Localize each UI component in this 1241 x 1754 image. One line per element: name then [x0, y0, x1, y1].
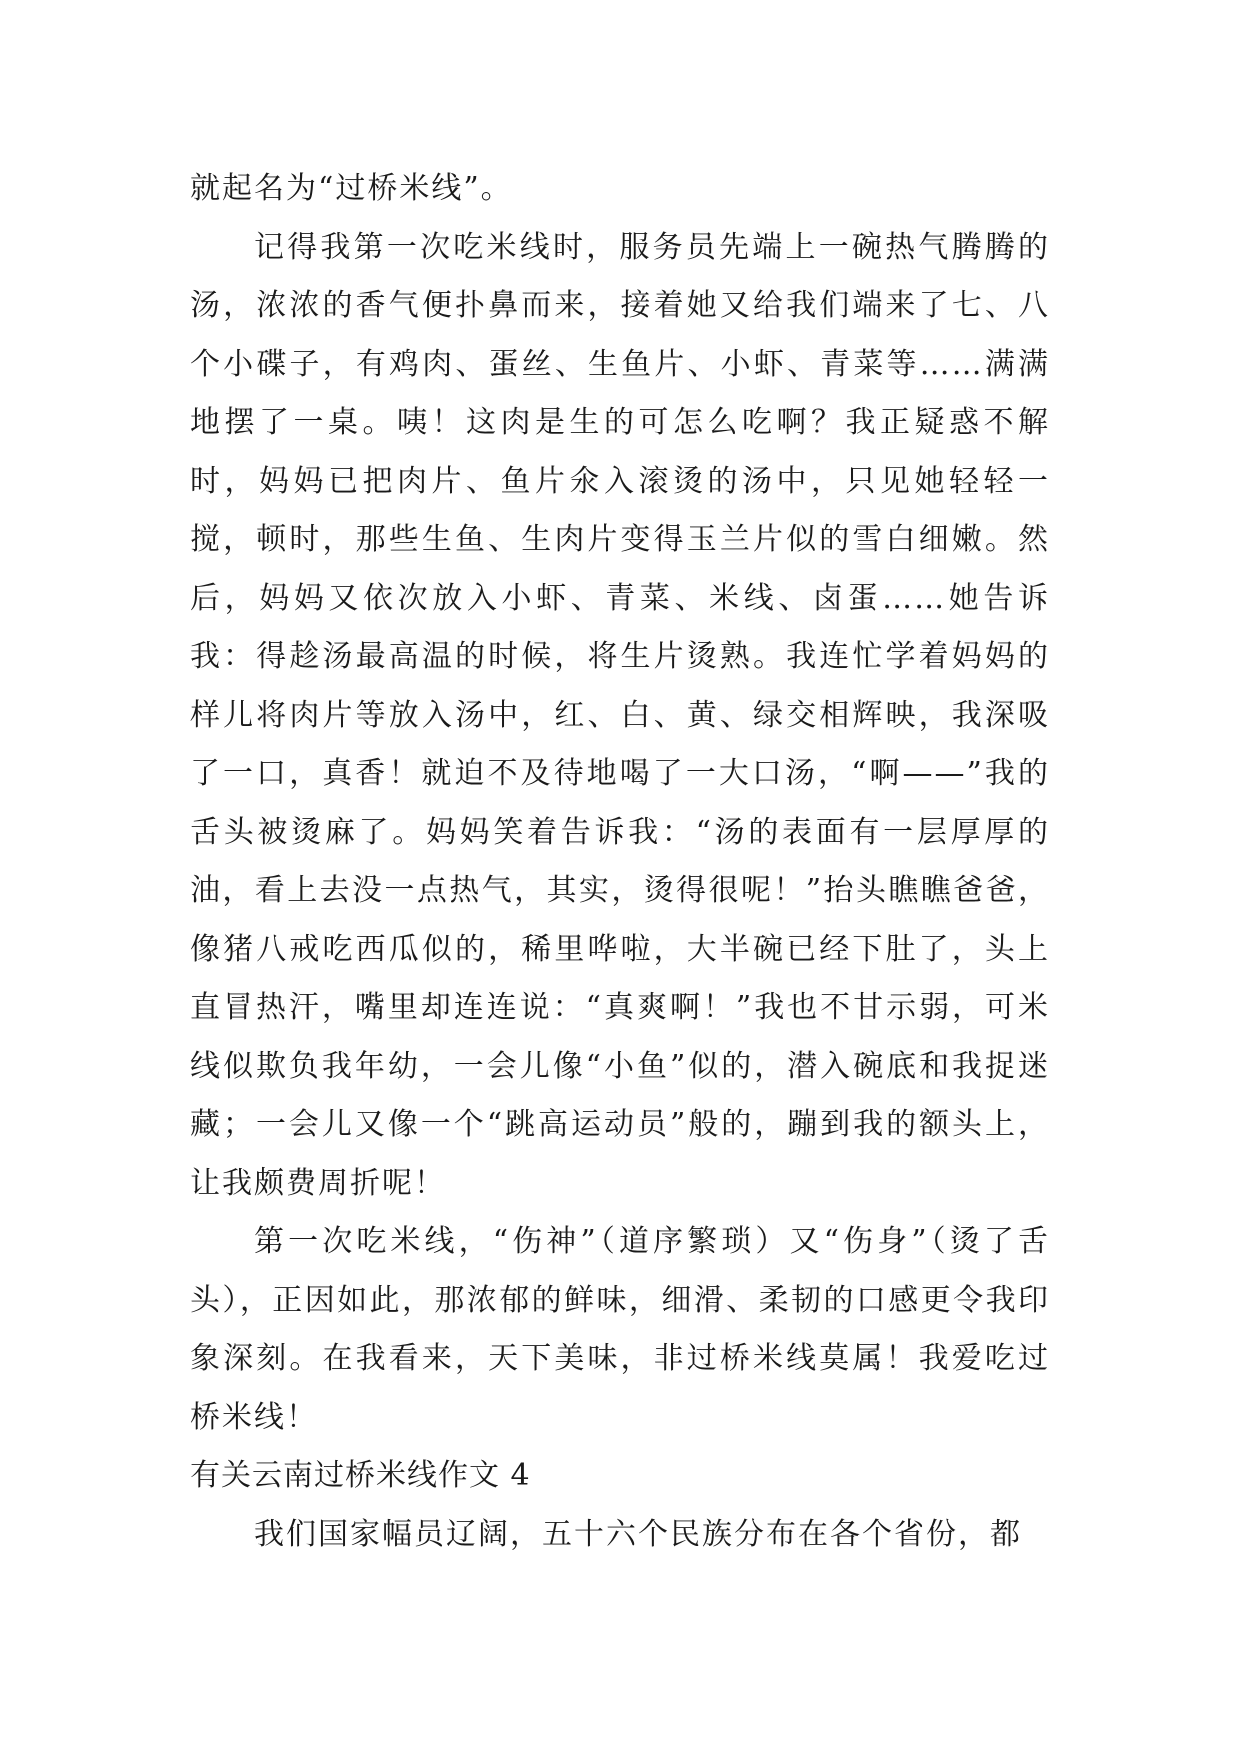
paragraph-next-essay: 我们国家幅员辽阔，五十六个民族分布在各个省份，都 [254, 1516, 1022, 1552]
paragraph-continuation: 就起名为“过桥米线”。 [190, 171, 513, 206]
paragraph-conclusion: 第一次吃米线，“伤神”（道序繁琐）又“伤身”（烫了舌头），正因如此，那浓郁的鲜味，细滑、柔韧的口感更令我印象深刻。在我看来，天下美味，非过桥米线莫属！我爱吃过桥米线！ [190, 1224, 1050, 1435]
paragraph-first-time-eating: 记得我第一次吃米线时，服务员先端上一碗热气腾腾的汤，浓浓的香气便扑鼻而来，接着她又给我们端来了七、八个小碟子，有鸡肉、蛋丝、生鱼片、小虾、青菜等……满满地摆了一桌。咦！这肉是生的可怎么吃啊？我正疑惑不解时，妈妈已把肉片、鱼片氽入滚烫的汤中，只见她轻轻一搅，顿时，那些生鱼、生肉片变得玉兰片似的雪白细嫩。然后，妈妈又依次放入小虾、青菜、米线、卤蛋……她告诉我：得趁汤最高温的时候，将生片烫熟。我连忙学着妈妈的样儿将肉片等放入汤中，红、白、黄、绿交相辉映，我深吸了一口，真香！就迫不及待地喝了一大口汤，“啊——”我的舌头被烫麻了。妈妈笑着告诉我：“汤的表面有一层厚厚的油，看上去没一点热气，其实，烫得很呢！”抬头瞧瞧爸爸，像猪八戒吃西瓜似的，稀里哗啦，大半碗已经下肚了，头上直冒热汗，嘴里却连连说：“真爽啊！”我也不甘示弱，可米线似欺负我年幼，一会儿像“小鱼”似的，潜入碗底和我捉迷藏；一会儿又像一个“跳高运动员”般的，蹦到我的额头上，让我颇费周折呢！ [190, 229, 1050, 1201]
document-body [190, 160, 1050, 1564]
section-heading: 有关云南过桥米线作文 4 [190, 1458, 531, 1493]
